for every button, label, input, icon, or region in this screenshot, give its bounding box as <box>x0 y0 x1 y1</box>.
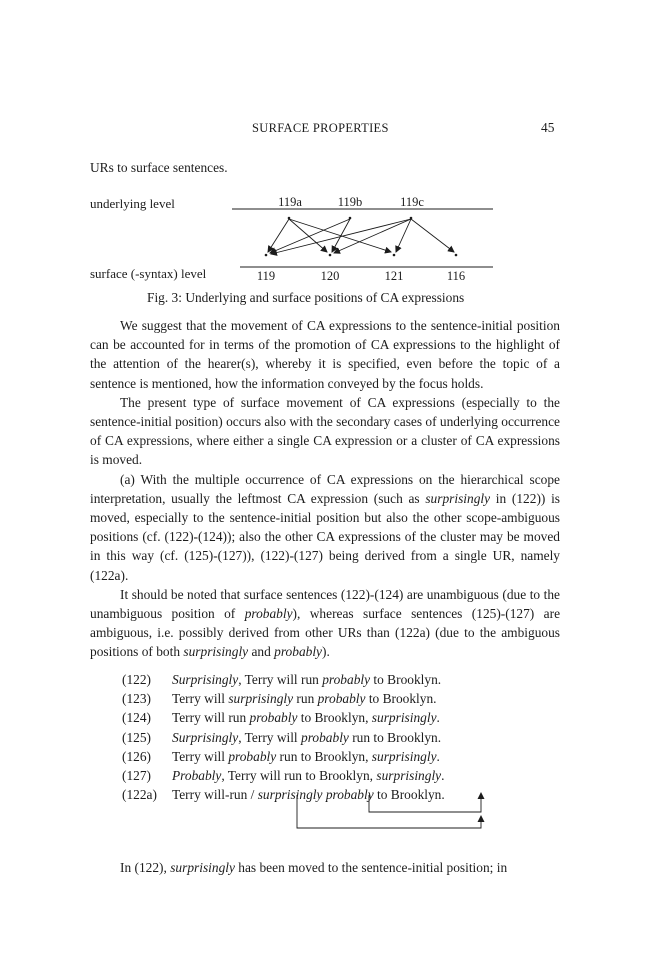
bottom-node-119: 119 <box>256 269 276 283</box>
example-124: (124) Terry will run probably to Brooklyn, surprisingly. <box>122 710 440 726</box>
example-123: (123) Terry will surprisingly run probably to Brooklyn. <box>122 691 437 707</box>
example-126: (126) Terry will probably run to Brooklyn, surprisingly. <box>122 748 440 764</box>
paragraph-4: It should be noted that surface sentences (122)-(124) are unambiguous (due to the unambiguous position of probably), whereas surface sentences (125)-(127) are ambiguous, i.e. possibly derived from other URs than (122a) (due to the ambiguous positions of both surprisingly and probably). <box>90 586 561 660</box>
paragraph-2: The present type of surface movement of CA expressions (especially to the sentence-initial position) occurs also with the secondary cases of underlying occurrence of CA expressions, where either a single CA expression or a cluster of CA expressions is moved. <box>90 394 560 468</box>
page-number: 45 <box>541 120 555 135</box>
running-header: SURFACE PROPERTIES <box>252 121 389 135</box>
final-line: In (122), surprisingly has been moved to the sentence-initial position; in <box>120 860 508 875</box>
top-node-119a: 119a <box>278 195 302 209</box>
example-122: (122) Surprisingly, Terry will run probably to Brooklyn. <box>122 672 442 687</box>
example-122a: (122a) Terry will-run / surprisingly probably to Brooklyn. <box>122 787 445 803</box>
top-node-119c: 119c <box>400 195 424 209</box>
bottom-node-116: 116 <box>446 269 466 283</box>
example-127: (127) Probably, Terry will run to Brooklyn, surprisingly. <box>122 768 445 784</box>
paragraph-1: We suggest that the movement of CA expressions to the sentence-initial position can be accounted for in terms of the promotion of CA expressions to the highlight of the attention of the hearer(s), whereby it is specified, even before the topic of a sentence is mentioned, how the information conveyed by the focus holds. <box>90 318 560 391</box>
figure-caption: Fig. 3: Underlying and surface positions of CA expressions <box>147 290 465 305</box>
bracket-surprisingly <box>297 795 481 828</box>
bracket-probably <box>369 793 481 812</box>
paragraph-3: (a) With the multiple occurrence of CA expressions on the hierarchical scope interpretation, usually the leftmost CA expression (such as surprisingly in (122)) is moved, especially to the sentence-initial position but also the other scope-ambiguous positions (cf. (122)-(124)); also the other CA expressions of the cluster may be moved in this way (cf. (125)-(127)), (122)-(127) being derived from a single UR, namely (122a). <box>90 471 561 583</box>
surface-level-label: surface (-syntax) level <box>90 266 207 281</box>
intro-line: URs to surface sentences. <box>90 160 228 175</box>
bottom-node-120: 120 <box>320 269 340 283</box>
underlying-level-label: underlying level <box>90 196 175 211</box>
top-node-119b: 119b <box>337 195 363 209</box>
example-125: (125) Surprisingly, Terry will probably run to Brooklyn. <box>122 729 442 745</box>
bottom-node-121: 121 <box>384 269 404 283</box>
